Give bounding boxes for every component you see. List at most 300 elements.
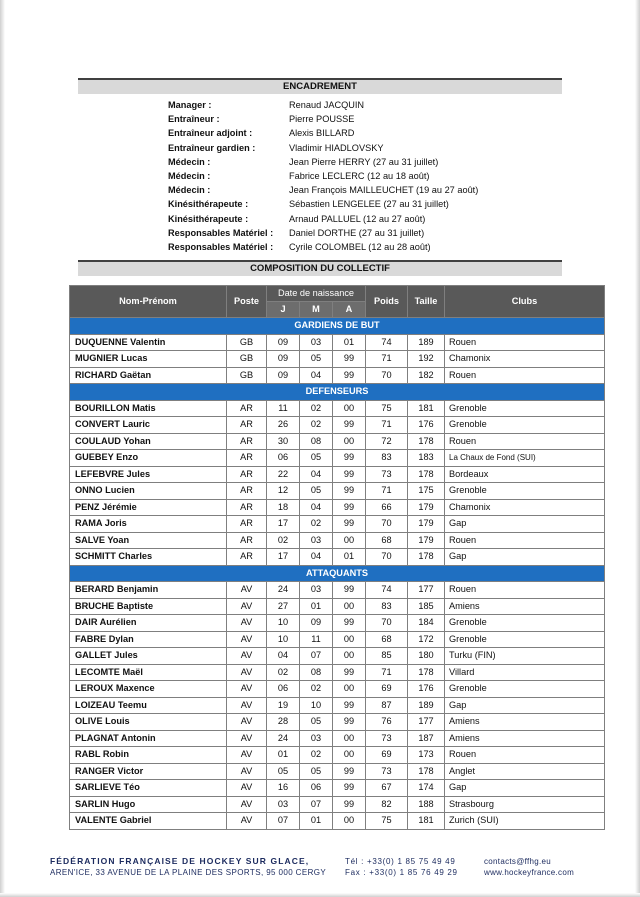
birth-year: 00 <box>333 813 366 830</box>
player-poids: 70 <box>366 367 408 384</box>
player-taille: 181 <box>408 400 445 417</box>
player-poids: 73 <box>366 730 408 747</box>
player-row <box>70 697 605 714</box>
staff-row <box>168 126 548 140</box>
category-label: DEFENSEURS <box>70 384 605 401</box>
player-poids: 72 <box>366 433 408 450</box>
birth-year: 01 <box>333 334 366 351</box>
player-row <box>70 730 605 747</box>
player-poste: AV <box>227 747 267 764</box>
player-taille: 189 <box>408 697 445 714</box>
birth-day: 16 <box>267 780 300 797</box>
birth-day: 02 <box>267 532 300 549</box>
birth-month: 10 <box>300 697 333 714</box>
birth-year: 99 <box>333 367 366 384</box>
player-club: Grenoble <box>445 615 605 632</box>
birth-month: 02 <box>300 417 333 434</box>
staff-row <box>168 197 548 211</box>
birth-day: 17 <box>267 516 300 533</box>
player-club: Grenoble <box>445 631 605 648</box>
player-club: Turku (FIN) <box>445 648 605 665</box>
staff-row <box>168 226 548 240</box>
player-row <box>70 549 605 566</box>
footer-federation <box>50 856 326 878</box>
player-row <box>70 433 605 450</box>
staff-name: Jean Pierre HERRY (27 au 31 juillet) <box>289 156 439 167</box>
player-name: CONVERT Lauric <box>70 417 227 434</box>
birth-year: 99 <box>333 351 366 368</box>
player-row <box>70 780 605 797</box>
player-poids: 70 <box>366 549 408 566</box>
player-row <box>70 615 605 632</box>
birth-year: 99 <box>333 615 366 632</box>
player-name: VALENTE Gabriel <box>70 813 227 830</box>
birth-day: 27 <box>267 598 300 615</box>
staff-name: Fabrice LECLERC (12 au 18 août) <box>289 170 430 181</box>
birth-day: 12 <box>267 483 300 500</box>
category-row <box>70 318 605 335</box>
player-poste: AR <box>227 400 267 417</box>
player-name: RICHARD Gaëtan <box>70 367 227 384</box>
player-poste: AR <box>227 450 267 467</box>
player-club: Anglet <box>445 763 605 780</box>
player-name: LOIZEAU Teemu <box>70 697 227 714</box>
player-row <box>70 598 605 615</box>
player-name: SARLIN Hugo <box>70 796 227 813</box>
player-taille: 177 <box>408 714 445 731</box>
player-taille: 180 <box>408 648 445 665</box>
birth-month: 01 <box>300 598 333 615</box>
player-club: Amiens <box>445 598 605 615</box>
header-clubs: Clubs <box>445 286 605 318</box>
player-poids: 69 <box>366 747 408 764</box>
player-poids: 70 <box>366 615 408 632</box>
player-poids: 68 <box>366 631 408 648</box>
birth-month: 05 <box>300 483 333 500</box>
birth-month: 11 <box>300 631 333 648</box>
staff-row <box>168 98 548 112</box>
birth-year: 00 <box>333 532 366 549</box>
player-row <box>70 681 605 698</box>
staff-name: Vladimir HIADLOVSKY <box>289 142 384 153</box>
player-poids: 74 <box>366 582 408 599</box>
footer-phone <box>345 856 458 878</box>
page-shadow-left <box>0 0 5 897</box>
player-taille: 175 <box>408 483 445 500</box>
birth-year: 00 <box>333 747 366 764</box>
birth-month: 02 <box>300 400 333 417</box>
birth-day: 09 <box>267 351 300 368</box>
phone-number: Tél : +33(0) 1 85 75 49 49 <box>345 857 456 866</box>
birth-day: 28 <box>267 714 300 731</box>
staff-role: Entraîneur : <box>168 114 220 125</box>
staff-row <box>168 183 548 197</box>
player-club: Grenoble <box>445 417 605 434</box>
player-club: La Chaux de Fond (SUI) <box>445 450 605 467</box>
birth-day: 30 <box>267 433 300 450</box>
federation-name: FÉDÉRATION FRANÇAISE DE HOCKEY SUR GLACE, <box>50 856 310 866</box>
player-poste: AV <box>227 780 267 797</box>
birth-year: 00 <box>333 681 366 698</box>
player-taille: 178 <box>408 433 445 450</box>
player-row <box>70 796 605 813</box>
birth-month: 06 <box>300 780 333 797</box>
player-name: BOURILLON Matis <box>70 400 227 417</box>
birth-day: 09 <box>267 367 300 384</box>
player-poids: 73 <box>366 466 408 483</box>
player-poids: 87 <box>366 697 408 714</box>
player-row <box>70 351 605 368</box>
player-row <box>70 367 605 384</box>
staff-row <box>168 240 548 254</box>
player-poste: AV <box>227 730 267 747</box>
category-label: ATTAQUANTS <box>70 565 605 582</box>
staff-row <box>168 112 548 126</box>
player-poids: 85 <box>366 648 408 665</box>
staff-name: Cyrile COLOMBEL (12 au 28 août) <box>289 241 431 252</box>
player-club: Villard <box>445 664 605 681</box>
player-club: Grenoble <box>445 400 605 417</box>
birth-month: 07 <box>300 796 333 813</box>
staff-role: Kinésithérapeute : <box>168 199 249 210</box>
player-poste: AR <box>227 466 267 483</box>
birth-year: 99 <box>333 763 366 780</box>
staff-row <box>168 212 548 226</box>
player-name: PENZ Jérémie <box>70 499 227 516</box>
player-poids: 82 <box>366 796 408 813</box>
player-poste: AV <box>227 813 267 830</box>
player-poids: 69 <box>366 681 408 698</box>
player-poids: 71 <box>366 351 408 368</box>
birth-year: 99 <box>333 417 366 434</box>
player-poids: 66 <box>366 499 408 516</box>
composition-title: COMPOSITION DU COLLECTIF <box>78 260 562 276</box>
encadrement-title: ENCADREMENT <box>78 78 562 94</box>
player-poste: AV <box>227 648 267 665</box>
player-taille: 173 <box>408 747 445 764</box>
player-poste: GB <box>227 367 267 384</box>
staff-name: Alexis BILLARD <box>289 128 355 139</box>
birth-day: 22 <box>267 466 300 483</box>
birth-month: 07 <box>300 648 333 665</box>
player-club: Rouen <box>445 532 605 549</box>
birth-day: 11 <box>267 400 300 417</box>
birth-day: 03 <box>267 796 300 813</box>
website-link[interactable]: www.hockeyfrance.com <box>484 868 575 877</box>
player-row <box>70 763 605 780</box>
player-name: ONNO Lucien <box>70 483 227 500</box>
player-name: FABRE Dylan <box>70 631 227 648</box>
player-poste: AV <box>227 681 267 698</box>
header-birthdate: Date de naissance <box>267 286 366 302</box>
player-club: Rouen <box>445 433 605 450</box>
birth-month: 01 <box>300 813 333 830</box>
player-taille: 189 <box>408 334 445 351</box>
player-poste: AV <box>227 763 267 780</box>
player-taille: 178 <box>408 549 445 566</box>
birth-year: 99 <box>333 466 366 483</box>
birth-day: 05 <box>267 763 300 780</box>
player-taille: 172 <box>408 631 445 648</box>
birth-month: 05 <box>300 351 333 368</box>
header-poste: Poste <box>227 286 267 318</box>
player-taille: 187 <box>408 730 445 747</box>
player-row <box>70 483 605 500</box>
header-name: Nom-Prénom <box>70 286 227 318</box>
player-poste: AV <box>227 714 267 731</box>
player-poids: 76 <box>366 714 408 731</box>
birth-day: 06 <box>267 450 300 467</box>
player-club: Amiens <box>445 730 605 747</box>
player-name: SCHMITT Charles <box>70 549 227 566</box>
staff-role: Responsables Matériel : <box>168 227 274 238</box>
birth-day: 19 <box>267 697 300 714</box>
player-name: DAIR Aurélien <box>70 615 227 632</box>
birth-year: 99 <box>333 516 366 533</box>
birth-day: 24 <box>267 582 300 599</box>
player-taille: 185 <box>408 598 445 615</box>
player-poste: AR <box>227 417 267 434</box>
birth-year: 99 <box>333 796 366 813</box>
player-name: BRUCHE Baptiste <box>70 598 227 615</box>
player-taille: 183 <box>408 450 445 467</box>
player-club: Strasbourg <box>445 796 605 813</box>
player-name: LEFEBVRE Jules <box>70 466 227 483</box>
birth-month: 08 <box>300 664 333 681</box>
birth-year: 99 <box>333 582 366 599</box>
player-poste: AV <box>227 582 267 599</box>
player-name: OLIVE Louis <box>70 714 227 731</box>
player-name: BERARD Benjamin <box>70 582 227 599</box>
staff-name: Arnaud PALLUEL (12 au 27 août) <box>289 213 426 224</box>
birth-day: 17 <box>267 549 300 566</box>
category-row <box>70 565 605 582</box>
birth-year: 00 <box>333 730 366 747</box>
player-club: Bordeaux <box>445 466 605 483</box>
birth-year: 01 <box>333 549 366 566</box>
staff-role: Médecin : <box>168 170 211 181</box>
player-poste: AR <box>227 549 267 566</box>
player-poste: AR <box>227 483 267 500</box>
player-row <box>70 466 605 483</box>
staff-name: Sébastien LENGELEE (27 au 31 juillet) <box>289 199 449 210</box>
player-poste: AR <box>227 499 267 516</box>
birth-month: 04 <box>300 549 333 566</box>
player-taille: 179 <box>408 499 445 516</box>
birth-year: 99 <box>333 714 366 731</box>
player-name: LECOMTE Maël <box>70 664 227 681</box>
birth-month: 02 <box>300 681 333 698</box>
player-poste: AV <box>227 598 267 615</box>
birth-year: 99 <box>333 499 366 516</box>
category-label: GARDIENS DE BUT <box>70 318 605 335</box>
staff-row <box>168 141 548 155</box>
player-taille: 181 <box>408 813 445 830</box>
player-poids: 71 <box>366 664 408 681</box>
player-row <box>70 532 605 549</box>
staff-name: Daniel DORTHE (27 au 31 juillet) <box>289 227 425 238</box>
staff-name: Pierre POUSSE <box>289 114 355 125</box>
player-taille: 192 <box>408 351 445 368</box>
birth-day: 06 <box>267 681 300 698</box>
staff-row <box>168 169 548 183</box>
roster-table <box>69 285 605 830</box>
page-shadow-bottom <box>0 893 640 897</box>
birth-day: 04 <box>267 648 300 665</box>
birth-year: 99 <box>333 697 366 714</box>
birth-month: 03 <box>300 334 333 351</box>
birth-day: 09 <box>267 334 300 351</box>
player-taille: 179 <box>408 516 445 533</box>
header-day: J <box>267 302 300 318</box>
staff-role: Entraîneur adjoint : <box>168 128 253 139</box>
player-name: MUGNIER Lucas <box>70 351 227 368</box>
player-club: Rouen <box>445 747 605 764</box>
player-club: Gap <box>445 549 605 566</box>
player-club: Grenoble <box>445 681 605 698</box>
player-poids: 73 <box>366 763 408 780</box>
player-poids: 75 <box>366 813 408 830</box>
player-club: Rouen <box>445 367 605 384</box>
birth-month: 05 <box>300 763 333 780</box>
player-taille: 176 <box>408 417 445 434</box>
player-taille: 188 <box>408 796 445 813</box>
birth-year: 99 <box>333 450 366 467</box>
staff-role: Entraîneur gardien : <box>168 142 256 153</box>
player-row <box>70 582 605 599</box>
fax-number: Fax : +33(0) 1 85 76 49 29 <box>345 868 458 877</box>
player-club: Gap <box>445 516 605 533</box>
birth-year: 00 <box>333 598 366 615</box>
birth-month: 04 <box>300 466 333 483</box>
player-club: Grenoble <box>445 483 605 500</box>
header-month: M <box>300 302 333 318</box>
birth-day: 18 <box>267 499 300 516</box>
player-name: RANGER Victor <box>70 763 227 780</box>
player-poids: 68 <box>366 532 408 549</box>
player-poste: GB <box>227 351 267 368</box>
player-poste: AV <box>227 796 267 813</box>
player-club: Amiens <box>445 714 605 731</box>
birth-year: 99 <box>333 664 366 681</box>
birth-month: 02 <box>300 747 333 764</box>
player-poste: AV <box>227 615 267 632</box>
staff-role: Manager : <box>168 100 212 110</box>
birth-month: 05 <box>300 714 333 731</box>
birth-year: 99 <box>333 780 366 797</box>
player-taille: 177 <box>408 582 445 599</box>
category-row <box>70 384 605 401</box>
player-row <box>70 516 605 533</box>
birth-day: 24 <box>267 730 300 747</box>
staff-name: Renaud JACQUIN <box>289 100 365 110</box>
footer-contact <box>484 856 574 878</box>
player-taille: 176 <box>408 681 445 698</box>
player-row <box>70 499 605 516</box>
player-poste: GB <box>227 334 267 351</box>
player-name: PLAGNAT Antonin <box>70 730 227 747</box>
staff-role: Responsables Matériel : <box>168 241 274 252</box>
birth-day: 26 <box>267 417 300 434</box>
player-poids: 75 <box>366 400 408 417</box>
player-poste: AR <box>227 516 267 533</box>
player-name: DUQUENNE Valentin <box>70 334 227 351</box>
player-row <box>70 631 605 648</box>
player-poste: AV <box>227 664 267 681</box>
birth-month: 05 <box>300 450 333 467</box>
header-taille: Taille <box>408 286 445 318</box>
birth-day: 02 <box>267 664 300 681</box>
email-link[interactable]: contacts@ffhg.eu <box>484 857 552 866</box>
player-name: GUEBEY Enzo <box>70 450 227 467</box>
birth-day: 10 <box>267 631 300 648</box>
player-poste: AR <box>227 532 267 549</box>
birth-month: 04 <box>300 499 333 516</box>
player-taille: 182 <box>408 367 445 384</box>
player-row <box>70 334 605 351</box>
birth-year: 00 <box>333 631 366 648</box>
player-taille: 178 <box>408 664 445 681</box>
player-row <box>70 400 605 417</box>
player-club: Rouen <box>445 582 605 599</box>
player-poste: AV <box>227 697 267 714</box>
player-poids: 83 <box>366 598 408 615</box>
birth-year: 99 <box>333 483 366 500</box>
staff-role: Kinésithérapeute : <box>168 213 249 224</box>
player-taille: 174 <box>408 780 445 797</box>
birth-year: 00 <box>333 400 366 417</box>
player-club: Gap <box>445 697 605 714</box>
player-row <box>70 450 605 467</box>
birth-month: 02 <box>300 516 333 533</box>
staff-name: Jean François MAILLEUCHET (19 au 27 août) <box>289 185 479 196</box>
birth-day: 07 <box>267 813 300 830</box>
player-name: GALLET Jules <box>70 648 227 665</box>
player-club: Chamonix <box>445 499 605 516</box>
roster-body <box>70 318 605 830</box>
player-club: Chamonix <box>445 351 605 368</box>
player-row <box>70 664 605 681</box>
staff-list <box>168 98 548 254</box>
player-poids: 67 <box>366 780 408 797</box>
player-name: SALVE Yoan <box>70 532 227 549</box>
player-poids: 83 <box>366 450 408 467</box>
birth-month: 03 <box>300 582 333 599</box>
player-taille: 178 <box>408 763 445 780</box>
player-row <box>70 747 605 764</box>
birth-year: 00 <box>333 648 366 665</box>
player-club: Rouen <box>445 334 605 351</box>
birth-month: 03 <box>300 532 333 549</box>
birth-month: 03 <box>300 730 333 747</box>
player-taille: 178 <box>408 466 445 483</box>
federation-address: AREN'ICE, 33 AVENUE DE LA PLAINE DES SPORTS, 95 000 CERGY <box>50 868 327 877</box>
staff-role: Médecin : <box>168 156 211 167</box>
player-row <box>70 648 605 665</box>
birth-month: 09 <box>300 615 333 632</box>
birth-month: 08 <box>300 433 333 450</box>
player-poste: AV <box>227 631 267 648</box>
page-shadow-right <box>635 0 640 897</box>
player-name: RABL Robin <box>70 747 227 764</box>
player-taille: 184 <box>408 615 445 632</box>
birth-day: 10 <box>267 615 300 632</box>
player-name: COULAUD Yohan <box>70 433 227 450</box>
header-year: A <box>333 302 366 318</box>
player-name: SARLIEVE Téo <box>70 780 227 797</box>
header-poids: Poids <box>366 286 408 318</box>
player-name: RAMA Joris <box>70 516 227 533</box>
